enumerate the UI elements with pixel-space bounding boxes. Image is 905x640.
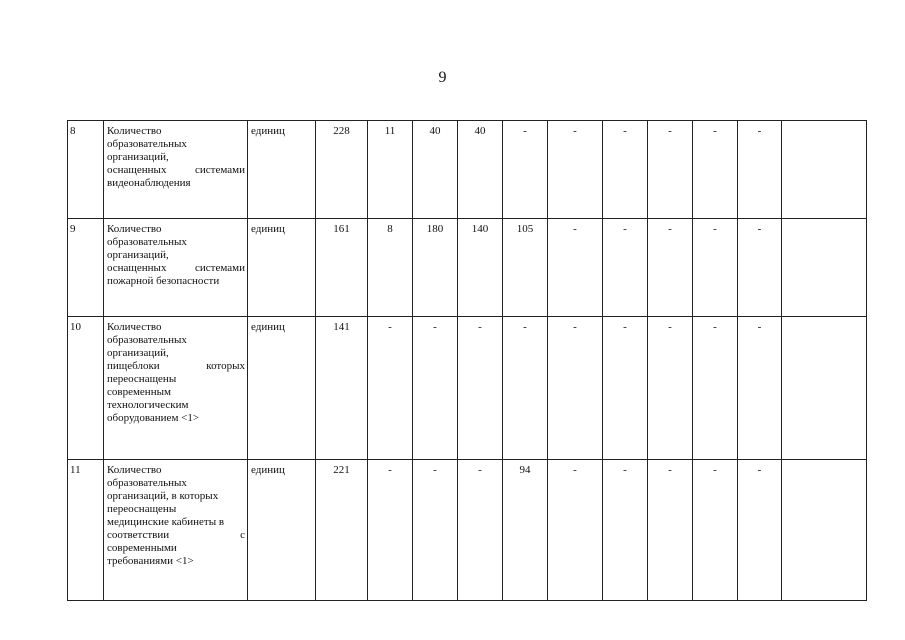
indicator-name-line: современными [107,542,177,554]
value-cell: - [648,460,693,601]
value-cell: - [548,219,603,317]
indicator-name-line: организаций, [107,151,169,163]
indicator-name-line: оснащенных системами [107,262,245,274]
value-cell: 94 [503,460,548,601]
table-row [68,219,867,317]
value-cell: - [548,317,603,460]
value-cell [782,219,867,317]
value-cell: - [603,121,648,219]
value-cell: - [548,460,603,601]
value-cell [782,317,867,460]
indicator-name-line: Количество [107,321,162,333]
indicator-name-line: соответствии с [107,529,245,541]
value-cell: 180 [413,219,458,317]
unit-cell: единиц [248,121,316,219]
value-cell: - [458,317,503,460]
value-cell: - [693,121,738,219]
row-number-cell: 10 [68,317,104,460]
indicator-name-line: Количество [107,464,162,476]
table-body [68,121,867,601]
table-row [68,317,867,460]
page-number: 9 [438,69,447,86]
value-cell: - [603,317,648,460]
value-cell: - [693,460,738,601]
value-cell: 11 [368,121,413,219]
indicator-name-line: оснащенных системами [107,164,245,176]
indicator-name-line: организаций, в которых [107,490,219,502]
indicator-name-line: технологическим [107,399,189,411]
row-number-cell: 8 [68,121,104,219]
value-cell: - [368,460,413,601]
indicator-name-line: образовательных [107,477,187,489]
value-cell: - [693,317,738,460]
indicator-name-cell [104,317,248,460]
value-cell: - [503,121,548,219]
indicator-name-line: пищеблоки которых [107,360,245,372]
value-cell [782,121,867,219]
unit-cell: единиц [248,317,316,460]
indicator-name-cell [104,121,248,219]
value-cell [782,460,867,601]
value-cell: - [738,121,782,219]
indicator-name-line: организаций, [107,249,169,261]
value-cell: - [413,460,458,601]
value-cell: - [503,317,548,460]
indicator-name-line: образовательных [107,334,187,346]
row-number-cell: 11 [68,460,104,601]
indicator-name-line: оборудованием <1> [107,412,200,424]
indicator-name-line: образовательных [107,236,187,248]
value-cell: - [738,317,782,460]
value-cell: - [693,219,738,317]
indicator-name-line: Количество [107,125,162,137]
value-cell: 140 [458,219,503,317]
indicator-name-line: переоснащены [107,373,177,385]
value-cell: - [648,317,693,460]
indicator-name-cell [104,219,248,317]
unit-cell: единиц [248,219,316,317]
value-cell: - [648,219,693,317]
table-row [68,460,867,601]
indicator-name-line: пожарной безопасности [107,275,220,287]
value-cell: - [413,317,458,460]
value-cell: 141 [316,317,368,460]
table-row [68,121,867,219]
indicator-name-line: Количество [107,223,162,235]
indicator-name-line: образовательных [107,138,187,150]
value-cell: - [738,219,782,317]
value-cell: - [648,121,693,219]
indicator-name-line: видеонаблюдения [107,177,191,189]
value-cell: - [603,460,648,601]
value-cell: 40 [458,121,503,219]
value-cell: - [368,317,413,460]
value-cell: 105 [503,219,548,317]
value-cell: - [548,121,603,219]
indicator-name-line: организаций, [107,347,169,359]
value-cell: 40 [413,121,458,219]
value-cell: 221 [316,460,368,601]
value-cell: 8 [368,219,413,317]
value-cell: 161 [316,219,368,317]
value-cell: 228 [316,121,368,219]
indicator-name-line: переоснащены [107,503,177,515]
value-cell: - [738,460,782,601]
value-cell: - [603,219,648,317]
indicator-name-line: современным [107,386,171,398]
row-number-cell: 9 [68,219,104,317]
value-cell: - [458,460,503,601]
unit-cell: единиц [248,460,316,601]
indicator-name-cell [104,460,248,601]
indicator-name-line: медицинские кабинеты в [107,516,225,528]
indicators-table [67,120,867,601]
indicator-name-line: требованиями <1> [107,555,194,567]
